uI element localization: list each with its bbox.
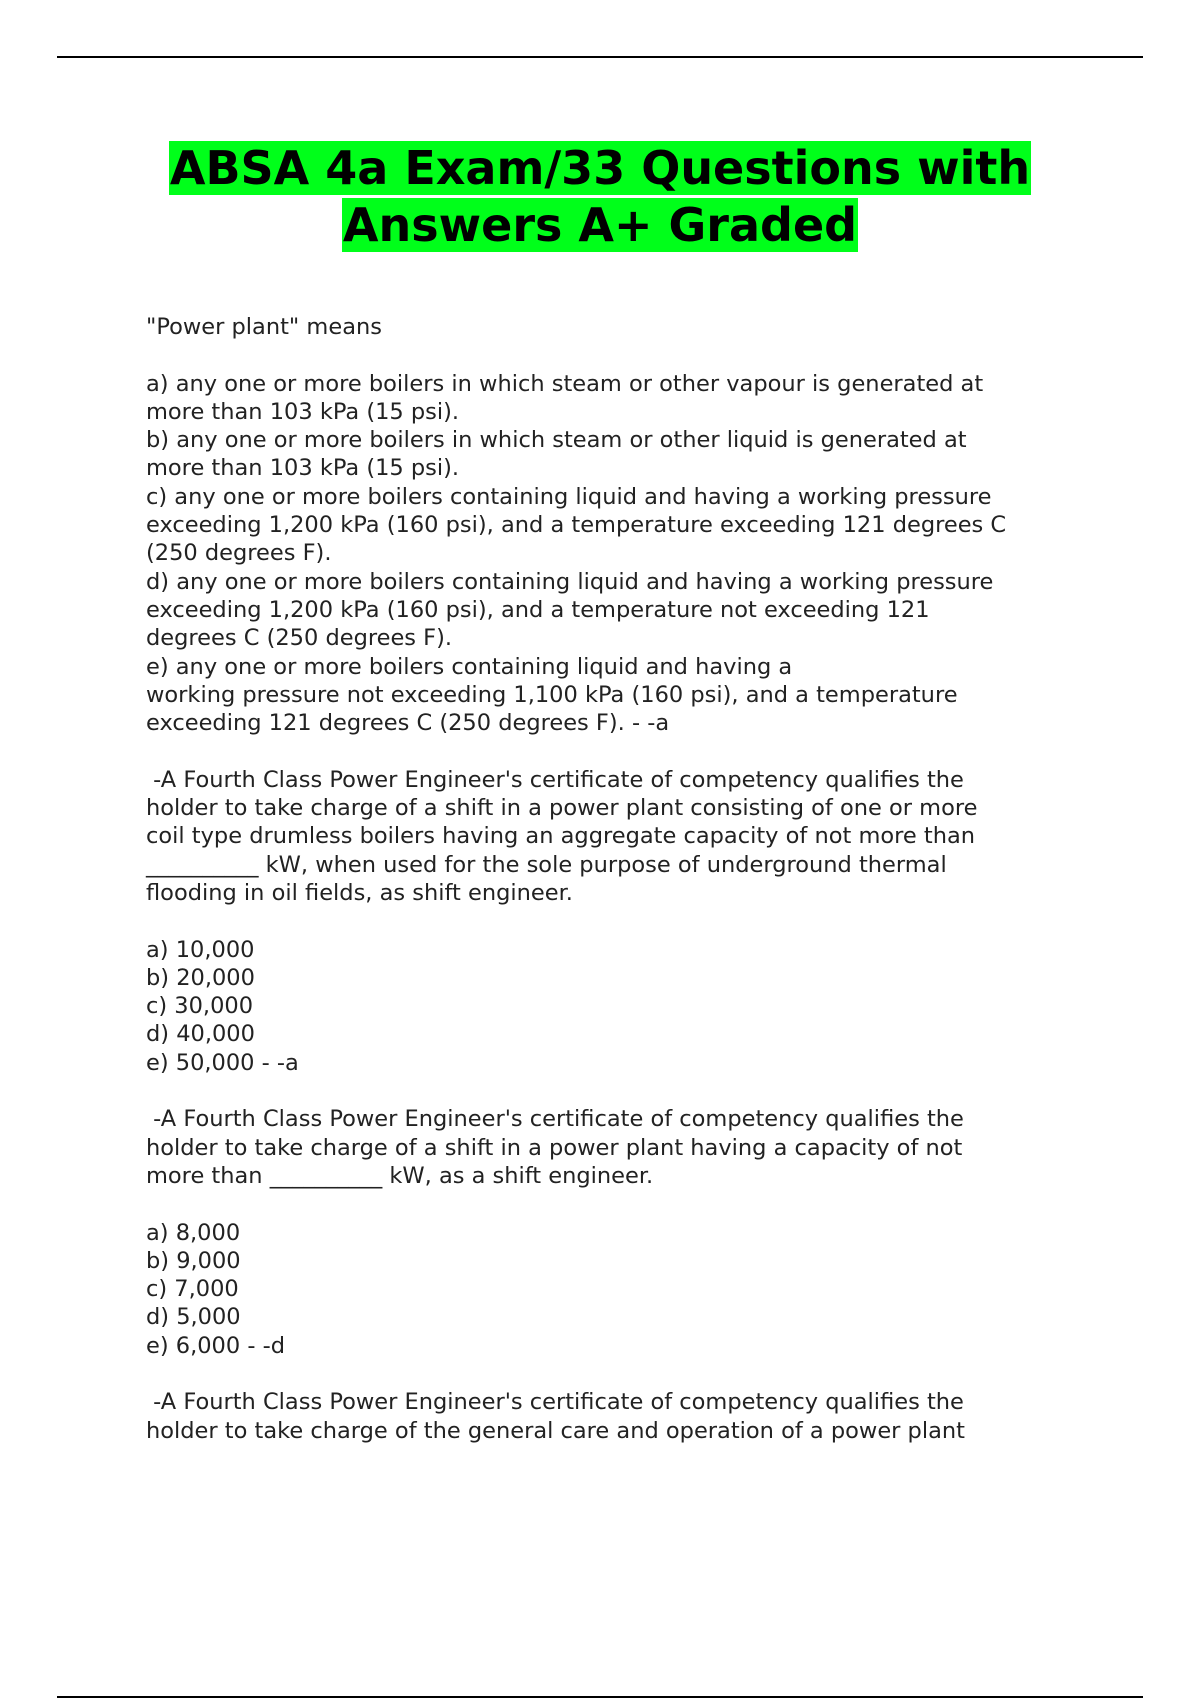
option-line: degrees C (250 degrees F). — [146, 625, 453, 652]
title-line-2: Answers A+ Graded — [342, 198, 858, 252]
option-line: d) 40,000 — [146, 1021, 255, 1048]
option-line: d) any one or more boilers containing liquid and having a working pressure — [146, 568, 994, 595]
option-line: exceeding 1,200 kPa (160 psi), and a temperature exceeding 121 degrees C — [146, 512, 1007, 539]
question-text-line: holder to take charge of the general care and operation of a power plant — [146, 1417, 965, 1444]
question-4 — [146, 1388, 1086, 1445]
option-line: d) 5,000 — [146, 1304, 241, 1331]
question-text-line: __________ kW, when used for the sole purpose of underground thermal — [146, 851, 947, 878]
question-1 — [146, 313, 1086, 737]
title-line-1: ABSA 4a Exam/33 Questions with — [169, 141, 1031, 195]
question-text-line: "Power plant" means — [146, 314, 382, 340]
option-line: b) 9,000 — [146, 1247, 241, 1274]
option-line: c) 7,000 — [146, 1276, 239, 1303]
question-text-line: -A Fourth Class Power Engineer's certificate of competency qualifies the — [146, 1389, 964, 1416]
option-line: more than 103 kPa (15 psi). — [146, 398, 460, 425]
question-text-line: holder to take charge of a shift in a power plant consisting of one or more — [146, 795, 978, 822]
option-line: more than 103 kPa (15 psi). — [146, 455, 460, 482]
option-line: c) any one or more boilers containing liquid and having a working pressure — [146, 483, 992, 510]
question-2 — [146, 766, 1086, 1077]
option-line: a) 10,000 — [146, 936, 255, 963]
option-line-answer: e) 6,000 - -d — [146, 1332, 286, 1359]
option-line: exceeding 1,200 kPa (160 psi), and a temperature not exceeding 121 — [146, 596, 930, 623]
question-text-line: coil type drumless boilers having an aggregate capacity of not more than — [146, 823, 976, 850]
document-title — [0, 140, 1200, 254]
option-line: (250 degrees F). — [146, 540, 332, 567]
bottom-rule — [57, 1696, 1143, 1698]
option-line: e) any one or more boilers containing liquid and having a — [146, 653, 793, 680]
option-line-answer: e) 50,000 - -a — [146, 1049, 299, 1076]
question-3 — [146, 1105, 1086, 1360]
option-line: c) 30,000 — [146, 993, 254, 1020]
question-text-line: holder to take charge of a shift in a power plant having a capacity of not — [146, 1134, 963, 1161]
option-line: b) any one or more boilers in which steam or other liquid is generated at — [146, 427, 967, 454]
top-rule — [57, 56, 1143, 58]
option-line: a) 8,000 — [146, 1219, 241, 1246]
option-line-answer: exceeding 121 degrees C (250 degrees F). - -a — [146, 710, 670, 737]
question-text-line: -A Fourth Class Power Engineer's certificate of competency qualifies the — [146, 1106, 964, 1133]
question-text-line: flooding in oil fields, as shift engineer. — [146, 879, 573, 906]
option-line: a) any one or more boilers in which steam or other vapour is generated at — [146, 370, 984, 397]
question-text-line: -A Fourth Class Power Engineer's certificate of competency qualifies the — [146, 766, 964, 793]
option-line: working pressure not exceeding 1,100 kPa (160 psi), and a temperature — [146, 681, 958, 708]
option-line: b) 20,000 — [146, 964, 255, 991]
question-text-line: more than __________ kW, as a shift engineer. — [146, 1162, 654, 1189]
document-body — [146, 313, 1086, 1445]
